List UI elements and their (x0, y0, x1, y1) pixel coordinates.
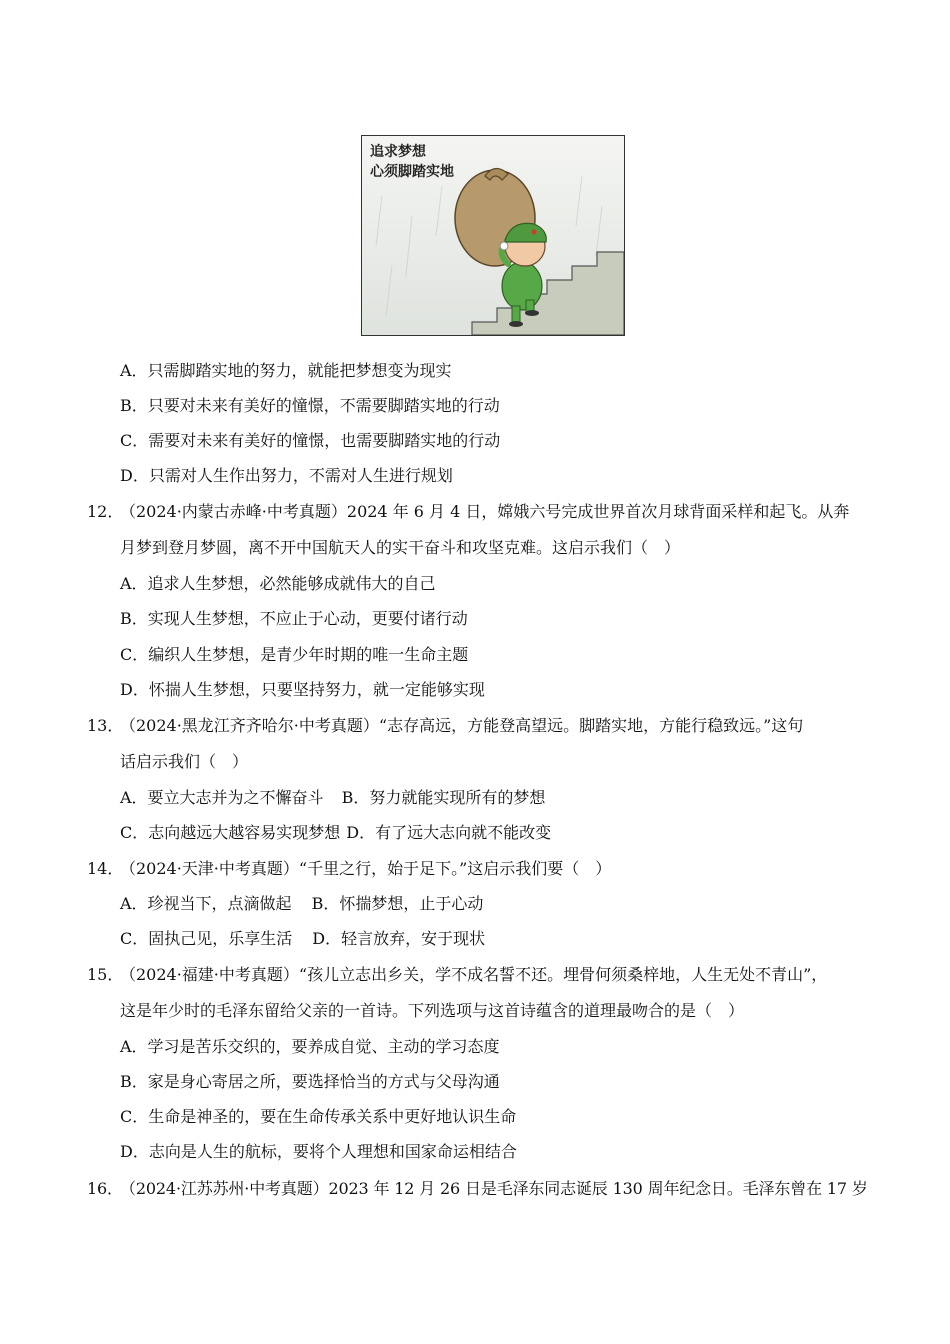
caption-line-2: 心须脚踏实地 (370, 164, 454, 180)
q15-option-d: D．志向是人生的航标，要将个人理想和国家命运相结合 (120, 1142, 517, 1161)
q11-option-b: B．只要对未来有美好的憧憬，不需要脚踏实地的行动 (120, 396, 500, 415)
q14-option-c: C．固执己见，乐享生活 (120, 929, 293, 948)
q12-option-c: C．编织人生梦想，是青少年时期的唯一生命主题 (120, 645, 469, 664)
q14-stem-line-1 (87, 859, 611, 879)
q15-option-a: A．学习是苦乐交织的，要养成自觉、主动的学习态度 (120, 1037, 500, 1056)
q12-stem-line-2: 月梦到登月梦圆，离不开中国航天人的实干奋斗和攻坚克难。这启示我们（ ） (120, 538, 681, 557)
caption-line-1: 追求梦想 (370, 144, 426, 160)
q11-option-a: A．只需脚踏实地的努力，就能把梦想变为现实 (120, 361, 452, 380)
q15-stem-line-2: 这是年少时的毛泽东留给父亲的一首诗。下列选项与这首诗蕴含的道理最吻合的是（ ） (120, 1001, 745, 1020)
q12-option-d: D．怀揣人生梦想，只要坚持努力，就一定能够实现 (120, 680, 485, 699)
q14-text-1: （2024·天津·中考真题）“千里之行，始于足下。”这启示我们要（ ） (120, 859, 612, 878)
q13-stem-line-2: 话启示我们（ ） (120, 752, 249, 771)
q12-stem-line-1 (87, 502, 849, 522)
q11-option-c: C．需要对未来有美好的憧憬，也需要脚踏实地的行动 (120, 431, 501, 450)
q13-number: 13． (87, 716, 124, 735)
q14-options-row-2 (120, 929, 485, 949)
q15-text-1: （2024·福建·中考真题）“孩儿立志出乡关，学不成名誓不还。埋骨何须桑梓地，人生无处不青山”， (120, 965, 828, 984)
q14-option-d: D．轻言放弃，安于现状 (312, 929, 486, 948)
q11-option-d: D．只需对人生作出努力，不需对人生进行规划 (120, 466, 453, 485)
cartoon-image (362, 136, 624, 335)
q12-option-b: B．实现人生梦想，不应止于心动，更要付诸行动 (120, 609, 468, 628)
q15-option-c: C．生命是神圣的，要在生命传承关系中更好地认识生命 (120, 1107, 517, 1126)
q14-option-b: B．怀揣梦想，止于心动 (311, 894, 484, 913)
q12-number: 12． (87, 502, 124, 521)
q12-text-1: （2024·内蒙古赤峰·中考真题）2024 年 6 月 4 日，嫦娥六号完成世界首次月球背面采样和起飞。从奔 (120, 502, 850, 521)
q16-stem-line-1 (87, 1179, 868, 1199)
q14-option-a: A．珍视当下，点滴做起 (120, 894, 292, 913)
q14-options-row-1 (120, 894, 483, 914)
q13-stem-line-1 (87, 716, 803, 736)
q13-option-b: B．努力就能实现所有的梦想 (341, 788, 546, 807)
q13-text-1: （2024·黑龙江齐齐哈尔·中考真题）“志存高远，方能登高望远。脚踏实地，方能行稳致远。”这句 (120, 716, 804, 735)
q16-text-1: （2024·江苏苏州·中考真题）2023 年 12 月 26 日是毛泽东同志诞辰 130 周年纪念日。毛泽东曾在 17 岁 (120, 1179, 868, 1198)
q13-option-a: A．要立大志并为之不懈奋斗 (120, 788, 324, 807)
q14-number: 14． (87, 859, 124, 878)
q15-stem-line-1 (87, 965, 827, 985)
q13-options-row-1 (120, 788, 545, 808)
q15-option-b: B．家是身心寄居之所，要选择恰当的方式与父母沟通 (120, 1072, 500, 1091)
q12-option-a: A．追求人生梦想，必然能够成就伟大的自己 (120, 574, 436, 593)
q13-options-row-2 (120, 823, 551, 843)
q13-option-c: C．志向越远大越容易实现梦想 (120, 823, 341, 842)
q16-number: 16． (87, 1179, 123, 1198)
q15-number: 15． (87, 965, 124, 984)
q13-option-d: D．有了远大志向就不能改变 (346, 823, 552, 842)
dream-illustration (361, 135, 625, 336)
